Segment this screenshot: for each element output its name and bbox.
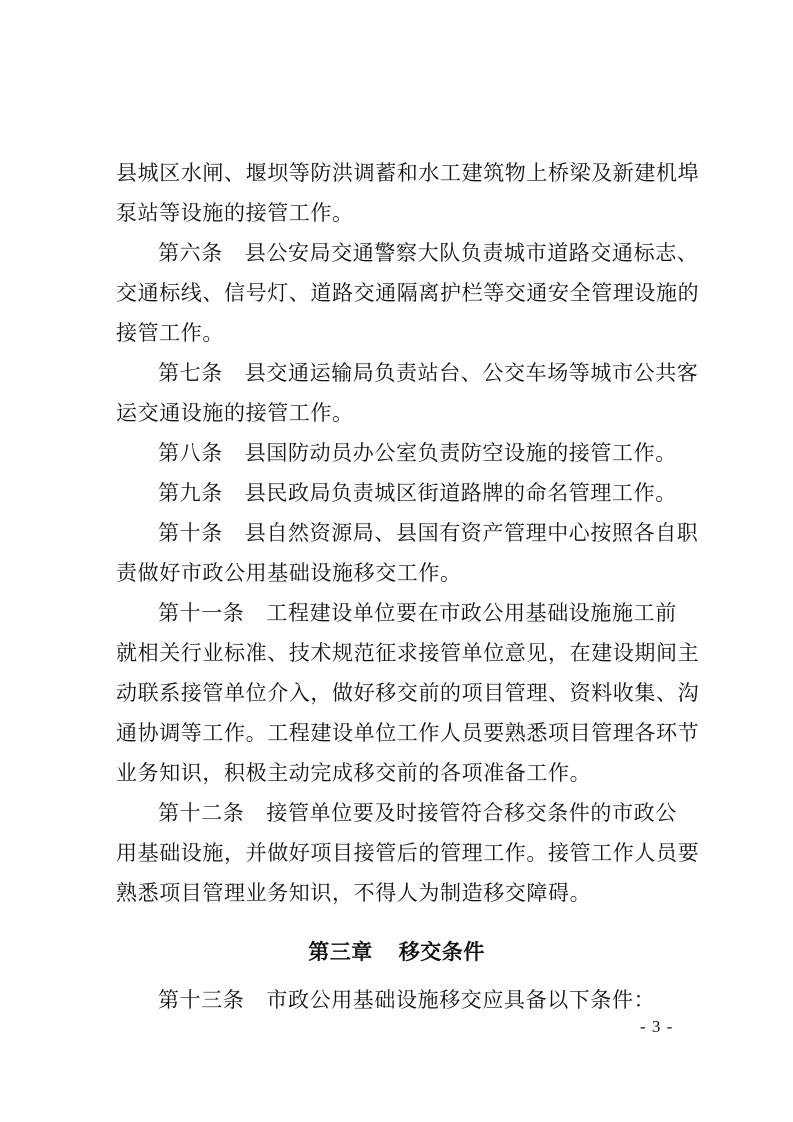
text-line: 业务知识，积极主动完成移交前的各项准备工作。 [116, 761, 592, 785]
article-text: 县公安局交通警察大队负责城市道路交通标志、 [244, 241, 699, 265]
article-11 [158, 600, 677, 626]
article-number: 第七条 [158, 361, 223, 385]
text-line: 运交通设施的接管工作。 [116, 401, 354, 425]
article-9 [158, 480, 677, 506]
text-line: 责做好市政公用基础设施移交工作。 [116, 561, 462, 585]
article-7 [158, 360, 698, 386]
article-text: 工程建设单位要在市政公用基础设施施工前 [266, 601, 677, 625]
article-text: 县自然资源局、县国有资产管理中心按照各自职 [244, 521, 699, 545]
page-number: - 3 - [640, 1017, 674, 1036]
text-line: 就相关行业标准、技术规范征求接管单位意见，在建设期间主 [116, 641, 700, 665]
text-line: 熟悉项目管理业务知识，不得人为制造移交障碍。 [116, 881, 592, 905]
article-number: 第九条 [158, 481, 223, 505]
text-line: 用基础设施，并做好项目接管后的管理工作。接管工作人员要 [116, 841, 700, 865]
text-line: 交通标线、信号灯、道路交通隔离护栏等交通安全管理设施的 [116, 281, 700, 305]
chapter-heading [0, 939, 793, 965]
article-6 [158, 240, 698, 266]
article-number: 第八条 [158, 441, 223, 465]
article-text: 县民政局负责城区街道路牌的命名管理工作。 [244, 481, 677, 505]
article-10 [158, 520, 698, 546]
article-12 [158, 800, 677, 826]
article-number: 第十二条 [158, 801, 245, 825]
article-13 [158, 987, 655, 1013]
text-line: 泵站等设施的接管工作。 [116, 201, 354, 225]
article-8 [158, 440, 677, 466]
article-number: 第六条 [158, 241, 223, 265]
text-line: 县城区水闸、堰坝等防洪调蓄和水工建筑物上桥梁及新建机埠 [116, 161, 700, 185]
article-number: 第十三条 [158, 988, 245, 1012]
text-line: 动联系接管单位介入，做好移交前的项目管理、资料收集、沟 [116, 681, 700, 705]
article-text: 接管单位要及时接管符合移交条件的市政公 [266, 801, 677, 825]
text-line: 接管工作。 [116, 321, 224, 345]
article-number: 第十条 [158, 521, 223, 545]
chapter-number: 第三章 [308, 940, 373, 964]
article-number: 第十一条 [158, 601, 245, 625]
text-line: 通协调等工作。工程建设单位工作人员要熟悉项目管理各环节 [116, 721, 700, 745]
article-text: 县交通运输局负责站台、公交车场等城市公共客 [244, 361, 699, 385]
article-text: 市政公用基础设施移交应具备以下条件： [266, 988, 656, 1012]
chapter-title: 移交条件 [398, 940, 485, 964]
article-text: 县国防动员办公室负责防空设施的接管工作。 [244, 441, 677, 465]
